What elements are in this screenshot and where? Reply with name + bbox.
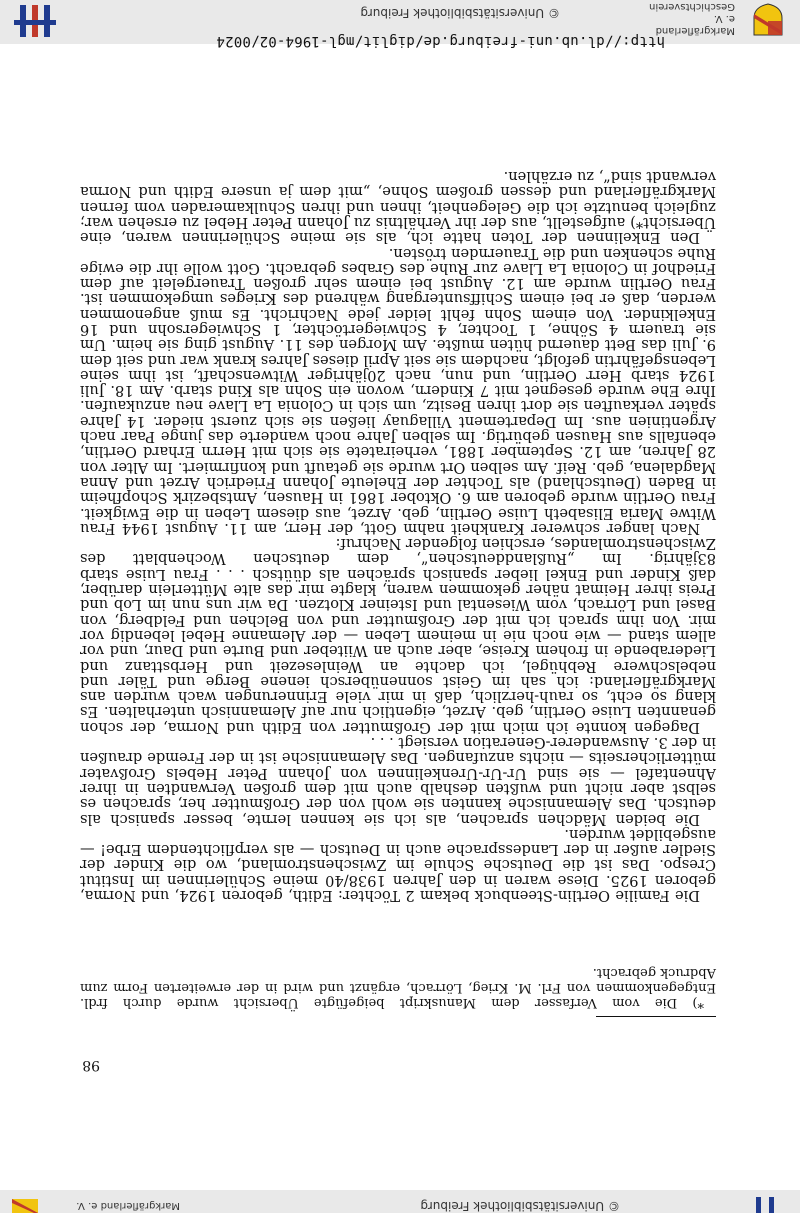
copyright-text: © Universitätsbibliothek Freiburg bbox=[360, 6, 560, 20]
paragraph: Dagegen konnte ich mich mit der Großmutter von Edith und Norma, der schon genannten Luise Oertlin, geb. Arzet, eigentlich nur auf Alemannisch unterhalten. Es klang so echt, so rauh-herzlich, daß in mir viele Erinnerungen wach wurden ans Markgräflerland: ich sah im Geist sonnenübersch ienene Berge und Täler und nebelschwere Rebhügel, ich dachte an Weinlesezeit und Herbsttanz und Liederabende in frohem Kreise, aber auch an Wiiteber und Burte und Daur, und vor allem stand — wie noch nie in meinem Leben — der Alemanne Hebel lebendig vor mir. Von ihm sprach ich mit der Großmutter und von Belchen und Feldberg, von Basel und Lörrach, vom Wiesental und Isteiner Klotzen. Da wir uns nun im Lob und Preis ihrer Heimat näher gekommen waren, klagte mir das alte Mütterlein darüber, daß Kinder und Enkel lieber spanisch sprächen als düütsch . . . Frau Luise starb 83jährig. Im „Rußlanddeutschen“, dem deutschen Wochenblatt des Zwischenstromlandes, erschien folgender Nachruf: bbox=[80, 535, 716, 736]
footer-ub-logo-icon bbox=[750, 1197, 780, 1213]
paragraph: Den Enkelinnen der Toten hatte ich, als sie meine Schülerinnen waren, eine Übersicht*) aufgestellt, aus der ihr Verhältnis zu Johann Peter Hebel zu ersehen war; zugleich benutzte ich die Gelegenheit, ihnen und ihren Schulkameraden vom fernen Markgräflerland und dessen großem Sohne, „mit dem ja unsere Edith und Norma verwandt sind“, zu erzählen. bbox=[80, 168, 716, 247]
society-name: Markgräflerland e. V. Geschichtsverein bbox=[649, 1, 735, 36]
paragraph: Die Familie Oertlin-Steenbuck bekam 2 Töchter: Edith, geboren 1924, und Norma, geboren 1925. Diese waren in den Jahren 1938/40 meine Schülerinnen im Institut Crespo. Das ist die Deutsche Schule im Zwischenstromland, wo die Kinder der Siedler außer in der Landessprache auch in Deutsch — als verpflichtendem Erbe! — ausgebildet wurden. bbox=[80, 825, 716, 904]
body-text bbox=[80, 169, 716, 903]
footer-society-name: Markgräflerland e. V. bbox=[76, 1200, 180, 1211]
footnote-rule bbox=[596, 1016, 716, 1017]
footer-copyright-text: © Universitätsbibliothek Freiburg bbox=[420, 1199, 620, 1213]
footer-crest-icon bbox=[10, 1197, 40, 1213]
society-crest-icon bbox=[750, 2, 786, 38]
page-number: 98 bbox=[82, 1057, 100, 1073]
url-text[interactable]: http://dl.ub.uni-freiburg.de/diglit/mgl-1964-02/0024 bbox=[216, 33, 665, 49]
ub-logo-icon bbox=[10, 1, 60, 41]
paragraph: Nach langer schwerer Krankheit nahm Gott, der Herr, am 11. August 1944 Frau Witwe Maria Elisabeth Luise Oertlin, geb. Arzet, aus diesem Leben in die Ewigkeit. Frau Oertlin wurde geboren am 6. Oktober 1861 in Hausen, Amtsbezirk Schopfheim in Baden (Deutschland) als Tochter der Eheleute Johann Friedrich Arzet und Anna Magdalena, geb. Reif. Am selben Ort wurde sie getauft und konfirmiert. Im Alter von 28 Jahren, am 12. September 1881, verheiratete sie sich mit Herrn Erhard Oertlin, ebenfalls aus Hausen gebürtig. Im selben Jahre noch wanderte das junge Paar nach Argentinien aus. Im Departement Villaguay ließen sie sich zuerst nieder. 14 Jahre später verkauften sie dort ihren Besitz, um sich in Colonia La Llave neu anzukaufen. Ihre Ehe wurde gesegnet mit 7 Kindern, wovon ein Sohn als Kind starb. Am 18. Juli 1924 starb Herr Oertlin, und nun, nach 20jähriger Witwenschaft, ist ihm seine Lebensgefährtin gefolgt, nachdem sie seit April dieses Jahres krank war und seit dem 9. Juli das Bett dauernd hüten mußte. Am Morgen des 11. August ging sie heim. Um sie trauern 4 Söhne, 1 Tochter, 4 Schwiegertöchter, 1 Schwiegersohn und 16 Enkelkinder. Von einem Sohn fehlt leider jede Nachricht. Es muß angenommen werden, daß er bei einem Schiffsuntergang während des Krieges umgekommen ist. Frau Oertlin wurde am 12. August bei einem sehr großen Trauergeleit auf dem Friedhof in Colonia La Llave zur Ruhe des Grabes gebracht. Gott wolle ihr die ewige Ruhe schenken und die Trauernden trösten. bbox=[80, 244, 716, 537]
footnote: *) Die vom Verfasser dem Manuskript beigefügte Übersicht wurde durch frdl. Entgegenkommen von Frl. M. Krieg, Lörrach, ergänzt und wird in der erweiterten Form zum Abdruck gebracht. bbox=[80, 965, 716, 1010]
paragraph: Die beiden Mädchen sprachen, als ich sie kennen lernte, besser spanisch als deutsch. Das Alemannische kannten sie wohl von der Großmutter her, sprachen es selbst aber nicht und wußten deshalb auch mit dem großen Verwandten in ihrer Ahnentafel — sie sind Ur-Ur-Urenkelinnen von Johann Peter Hebels Großvater mütterlicherseits — nichts anzufangen. Das Alemannische ist in der Fremde draußen in der 3. Auswanderer-Generation versiegt . . . bbox=[80, 734, 716, 828]
